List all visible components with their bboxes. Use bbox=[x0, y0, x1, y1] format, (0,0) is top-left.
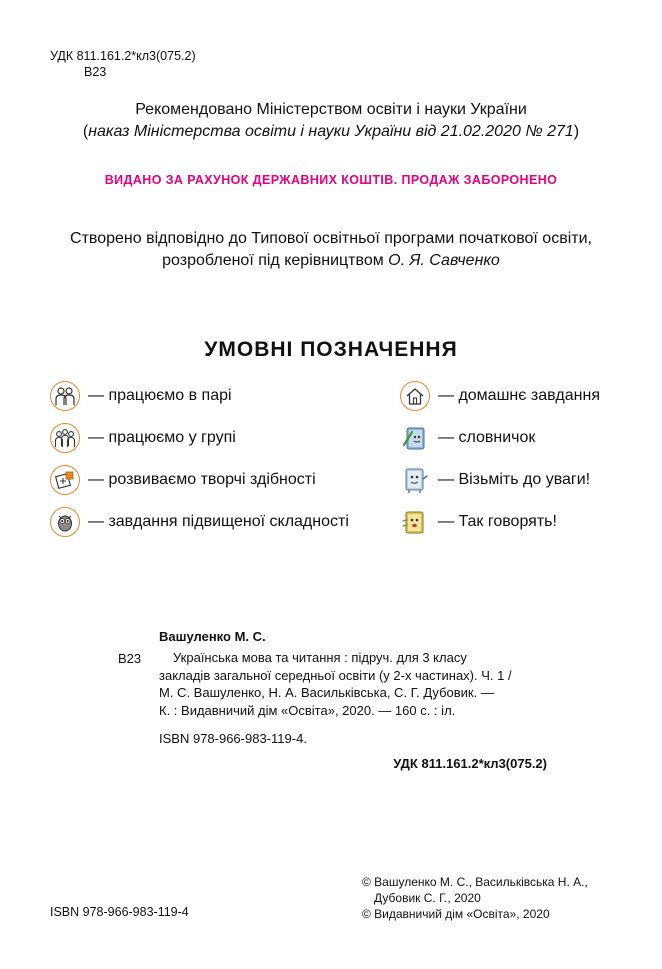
legend-label: — розвиваємо творчі здібності bbox=[88, 471, 316, 488]
legend-item bbox=[400, 421, 600, 455]
legend-item bbox=[400, 379, 600, 413]
copyright bbox=[362, 874, 588, 922]
group-work-icon bbox=[50, 423, 80, 453]
udk-header bbox=[50, 48, 196, 80]
bib-line: закладів загальної середньої освіти (у 2-х частинах). Ч. 1 / bbox=[159, 667, 512, 683]
order-text: наказ Міністерства освіти і науки України від 21.02.2020 № 271 bbox=[88, 123, 574, 140]
creative-puzzle-icon bbox=[50, 465, 80, 495]
legend-label: — домашнє завдання bbox=[438, 387, 600, 404]
isbn: ISBN 978-966-983-119-4 bbox=[50, 905, 189, 919]
legend-label: — Так говорять! bbox=[438, 513, 557, 530]
program-note bbox=[0, 228, 662, 272]
bib-isbn: ISBN 978-966-983-119-4. bbox=[159, 731, 307, 746]
order-line: (наказ Міністерства освіти і науки України від 21.02.2020 № 271) bbox=[82, 123, 580, 140]
legend-right-column bbox=[400, 379, 600, 539]
legend-label: — працюємо в парі bbox=[88, 387, 232, 404]
bib-description bbox=[159, 649, 547, 719]
attention-book-icon bbox=[400, 465, 430, 495]
legend-left-column bbox=[50, 379, 349, 539]
legend-item bbox=[50, 463, 349, 497]
copyright-line: Дубовик С. Г., 2020 bbox=[374, 891, 481, 905]
program-author: О. Я. Савченко bbox=[388, 252, 500, 269]
bib-line: Українська мова та читання : підруч. для 3 класу bbox=[173, 650, 467, 665]
copyright-line: © Вашуленко М. С., Васильківська Н. А., bbox=[362, 875, 588, 889]
home-task-icon bbox=[400, 381, 430, 411]
legend-item bbox=[50, 505, 349, 539]
bib-udk: УДК 811.161.2*кл3(075.2) bbox=[393, 756, 547, 771]
legend-label: — завдання підвищеної складності bbox=[88, 513, 349, 530]
program-line: Створено відповідно до Типової освітньої програми початкової освіти, bbox=[70, 230, 592, 247]
legend-label: — працюємо у групі bbox=[88, 429, 236, 446]
bib-code: В23 bbox=[118, 651, 142, 666]
saying-book-icon bbox=[400, 507, 430, 537]
bib-author: Вашуленко М. С. bbox=[159, 629, 266, 644]
bib-line: К. : Видавничий дім «Освіта», 2020. — 160 с. : іл. bbox=[159, 702, 456, 718]
legend-item bbox=[50, 379, 349, 413]
free-distribution-warning: ВИДАНО ЗА РАХУНОК ДЕРЖАВНИХ КОШТІВ. ПРОДАЖ ЗАБОРОНЕНО bbox=[104, 173, 558, 187]
owl-advanced-icon bbox=[50, 507, 80, 537]
legend-title: УМОВНІ ПОЗНАЧЕННЯ bbox=[204, 338, 458, 361]
pair-work-icon bbox=[50, 381, 80, 411]
recommendation bbox=[0, 99, 662, 143]
udk-code: УДК 811.161.2*кл3(075.2) bbox=[50, 49, 196, 63]
legend-item bbox=[400, 505, 600, 539]
legend-item bbox=[400, 463, 600, 497]
dictionary-book-icon bbox=[400, 423, 430, 453]
legend-label: — словничок bbox=[438, 429, 536, 446]
legend-item bbox=[50, 421, 349, 455]
copyright-line: © Видавничий дім «Освіта», 2020 bbox=[362, 907, 550, 921]
legend-label: — Візьміть до уваги! bbox=[438, 471, 591, 488]
author-mark: В23 bbox=[84, 65, 107, 79]
recommendation-line: Рекомендовано Міністерством освіти і науки України bbox=[135, 101, 527, 118]
bib-line: М. С. Вашуленко, Н. А. Васильківська, С. Г. Дубовик. — bbox=[159, 685, 494, 700]
program-line-2: розробленої під керівництвом О. Я. Савченко bbox=[162, 252, 500, 269]
